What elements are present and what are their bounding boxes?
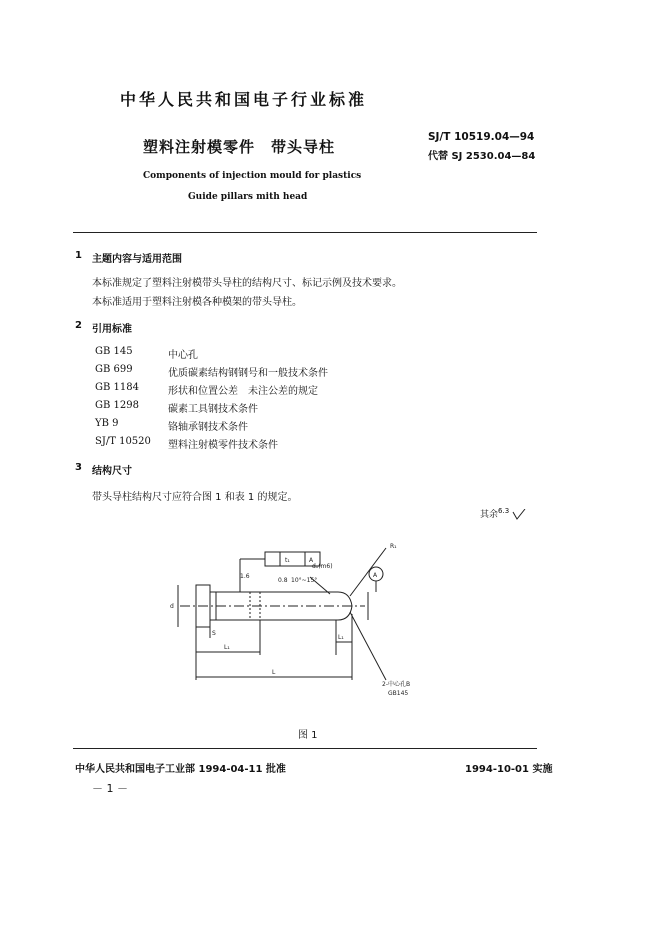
implementation-date: 1994-10-01 实施	[465, 764, 553, 775]
standard-title-cn: 塑料注射模零件 带头导柱	[143, 138, 336, 156]
standard-title-en-line1: Components of injection mould for plastics	[143, 171, 362, 181]
chamfer-1-label: 1.6	[240, 573, 250, 580]
ref-name: 碳素工具钢技术条件	[168, 404, 258, 415]
approval-org: 中华人民共和国电子工业部 1994-04-11 批准	[75, 764, 286, 775]
d-label: d	[170, 603, 174, 610]
section-3-number: 3	[75, 462, 82, 473]
figure-caption: 图 1	[298, 730, 318, 741]
roughness-symbol-icon	[512, 509, 526, 521]
ref-code: GB 1184	[95, 382, 139, 393]
ref-code: GB 145	[95, 346, 133, 357]
figure-guide-pillar-drawing	[150, 530, 530, 710]
page-number: － 1 －	[92, 782, 128, 795]
ref-name: 形状和位置公差 未注公差的规定	[168, 386, 318, 397]
roughness-note	[480, 507, 526, 521]
r-mark-label: R₁	[390, 543, 397, 550]
ref-code: GB 1298	[95, 400, 139, 411]
chamfer-2-label: 0.8	[278, 577, 288, 584]
footer-divider	[73, 748, 537, 749]
section-3-paragraph-1: 带头导柱结构尺寸应符合图 1 和表 1 的规定。	[92, 492, 298, 503]
section-1-paragraph-1: 本标准规定了塑料注射模带头导柱的结构尺寸、标记示例及技术要求。	[92, 278, 402, 289]
tolerance-datum: A	[309, 557, 314, 564]
replaces-standard: 代替 SJ 2530.04—84	[428, 151, 536, 162]
center-hole-label: 2-中心孔B	[382, 681, 411, 688]
section-1-title: 主题内容与适用范围	[92, 254, 182, 265]
dia-mark-label: d₁(m6)	[312, 563, 333, 570]
dim-l1-label: L₁	[224, 644, 230, 651]
ref-code: YB 9	[95, 418, 119, 429]
issuing-org-header: 中华人民共和国电子行业标准	[120, 90, 368, 109]
standard-number: SJ/T 10519.04—94	[428, 131, 535, 143]
angle-label: 10°~15°	[291, 577, 318, 584]
center-hole-std: GB145	[388, 690, 409, 697]
dim-ls-label: L₁	[338, 634, 344, 641]
section-1-paragraph-2: 本标准适用于塑料注射模各种模架的带头导柱。	[92, 297, 302, 308]
section-1-number: 1	[75, 250, 82, 261]
ref-code: SJ/T 10520	[95, 436, 151, 447]
dim-s-label: S	[212, 630, 216, 637]
roughness-note-value: 6.3	[498, 507, 510, 515]
section-2-title: 引用标准	[92, 324, 132, 335]
roughness-note-label: 其余	[480, 510, 499, 520]
header-divider	[73, 232, 537, 233]
section-2-number: 2	[75, 320, 82, 331]
section-3-title: 结构尺寸	[92, 466, 132, 477]
standard-title-en-line2: Guide pillars mith head	[188, 192, 308, 202]
ref-name: 塑料注射模零件技术条件	[168, 440, 278, 451]
ref-name: 优质碳素结构钢钢号和一般技术条件	[168, 368, 328, 379]
tolerance-ref: t₁	[285, 557, 290, 564]
ref-name: 铬轴承钢技术条件	[168, 422, 248, 433]
ref-name: 中心孔	[168, 350, 198, 361]
datum-a-label: A	[373, 572, 378, 579]
ref-code: GB 699	[95, 364, 133, 375]
dim-l-label: L	[272, 669, 276, 676]
